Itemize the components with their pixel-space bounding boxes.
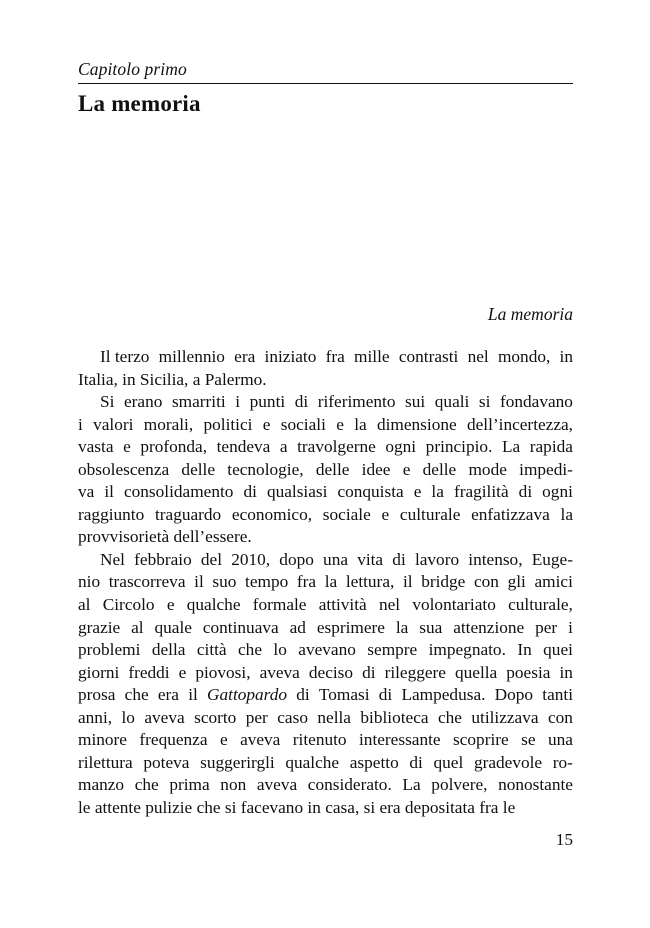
text-word: casa, — [325, 797, 360, 817]
text-word: la — [395, 617, 409, 637]
text-word: consolidamento — [123, 482, 234, 502]
text-word: le — [502, 797, 516, 817]
text-line — [78, 459, 573, 482]
text-word: e — [219, 730, 228, 750]
text-word: interessante — [359, 730, 441, 750]
text-word: febbraio — [134, 549, 192, 569]
text-word: fragilità — [453, 482, 509, 502]
text-word: raggiunto — [78, 504, 145, 524]
text-word: qualche — [186, 595, 241, 615]
text-word: ro- — [552, 752, 573, 772]
text-word: per — [535, 617, 558, 637]
text-word: con — [547, 707, 573, 727]
text-word: nonostante — [498, 775, 573, 795]
text-line — [78, 797, 573, 820]
text-word: lo — [121, 707, 135, 727]
text-word: polvere, — [431, 775, 488, 795]
text-word: delle — [315, 459, 350, 479]
text-line — [78, 504, 573, 527]
text-line — [78, 414, 573, 437]
text-word: rilettura — [78, 752, 133, 772]
text-word: pulizie — [145, 797, 193, 817]
text-word: poesia — [506, 662, 551, 682]
text-word: di — [243, 482, 257, 502]
text-word: quale — [154, 617, 192, 637]
text-word: provvisorietà dell’essere. — [78, 527, 252, 547]
text-word: minore — [78, 730, 127, 750]
text-word: culturale — [399, 504, 461, 524]
text-word: tendeva — [216, 437, 271, 457]
text-word: Euge- — [531, 549, 573, 569]
text-word: e — [123, 437, 131, 457]
text-word: e — [178, 662, 187, 682]
text-word: una — [547, 730, 573, 750]
text-word: problemi — [78, 640, 141, 660]
text-word: volontariato — [412, 595, 496, 615]
text-line — [78, 571, 573, 594]
text-word: politici — [203, 414, 253, 434]
text-word: avevano — [298, 640, 356, 660]
text-word: iniziato — [264, 347, 317, 366]
text-word: Italia, in Sicilia, a Palermo. — [78, 369, 267, 389]
text-word: fra — [479, 797, 499, 817]
chapter-header — [78, 58, 573, 119]
text-word: nella — [317, 707, 351, 727]
text-word: delle — [422, 459, 457, 479]
text-word: prosa — [78, 685, 116, 705]
text-word: la — [560, 504, 573, 524]
text-word: bridge — [421, 572, 466, 592]
text-line — [78, 639, 573, 662]
text-word: principio. — [425, 437, 493, 457]
text-word: poteva — [143, 752, 190, 772]
text-word: esprimere — [316, 617, 385, 637]
italic-title: Gattopardo — [207, 685, 288, 705]
text-word: profonda, — [140, 437, 208, 457]
text-line — [78, 662, 573, 685]
text-word: con — [474, 572, 499, 592]
text-word: sociali — [280, 414, 326, 434]
text-word: che — [238, 640, 262, 660]
text-word: ogni — [542, 482, 573, 502]
text-line — [78, 526, 573, 549]
paragraph — [78, 391, 573, 549]
text-word: Tomasi — [318, 685, 370, 705]
chapter-label: Capitolo primo — [78, 59, 187, 79]
text-word: vita — [357, 549, 384, 569]
text-word: prima — [169, 775, 210, 795]
text-word: attente — [94, 797, 141, 817]
text-word: in — [559, 662, 573, 682]
text-line — [78, 391, 573, 414]
text-word: di — [409, 752, 423, 772]
text-word: In — [517, 640, 532, 660]
text-word: aveva — [240, 730, 281, 750]
text-word: ritenuto — [292, 730, 347, 750]
text-word: suo — [212, 572, 237, 592]
text-line — [78, 346, 573, 369]
text-line — [78, 707, 573, 730]
text-word: dell’incertezza, — [466, 414, 573, 434]
text-word: per — [245, 707, 268, 727]
text-word: attenzione — [453, 617, 525, 637]
text-word: di — [518, 482, 533, 502]
text-word: che — [196, 797, 221, 817]
text-word: sociale — [322, 504, 371, 524]
text-word: e — [262, 414, 271, 434]
text-line — [78, 684, 573, 707]
text-word: scorto — [194, 707, 237, 727]
text-word: si — [363, 797, 376, 817]
text-word: freddi — [128, 662, 170, 682]
text-line — [78, 481, 573, 504]
text-word: a — [279, 437, 288, 457]
text-word: i — [78, 414, 83, 434]
text-word: qualche — [285, 752, 340, 772]
text-word: Si — [100, 392, 115, 412]
text-word — [207, 684, 287, 707]
text-word: il — [188, 685, 198, 705]
text-word: la — [431, 482, 444, 502]
text-line — [78, 594, 573, 617]
text-word: tempo — [245, 572, 289, 592]
text-word: riferimento — [317, 392, 396, 412]
text-word: gli — [507, 572, 526, 592]
text-word: formale — [252, 595, 307, 615]
text-word: il — [194, 572, 204, 592]
text-word: fra — [325, 347, 345, 366]
text-word: non — [220, 775, 247, 795]
section-subhead: La memoria — [487, 304, 573, 324]
text-word: ogni — [385, 437, 417, 457]
chapter-title: La memoria — [78, 91, 201, 116]
text-word: giorni — [78, 662, 120, 682]
text-word: quei — [543, 640, 573, 660]
text-word: si — [224, 797, 237, 817]
text-word: fra — [296, 572, 317, 592]
text-word: le — [78, 797, 91, 817]
text-word: di — [294, 392, 309, 412]
text-word: impegnato. — [428, 640, 506, 660]
text-word: ad — [289, 617, 306, 637]
text-line — [78, 369, 573, 392]
text-word: quella — [455, 662, 498, 682]
text-word: culturale, — [508, 595, 573, 615]
text-word: erano — [123, 392, 163, 412]
text-word: 2010, — [231, 549, 271, 569]
text-word: di — [362, 662, 376, 682]
text-word: in — [307, 797, 321, 817]
text-word: e — [413, 482, 422, 502]
text-word: economico, — [231, 504, 313, 524]
page-number: 15 — [555, 830, 573, 849]
text-word: in — [559, 347, 573, 366]
text-word: punti — [249, 392, 286, 412]
text-line — [78, 729, 573, 752]
text-word: anni, — [78, 707, 113, 727]
text-word: al — [78, 595, 91, 615]
text-word: millennio — [158, 347, 225, 366]
text-word: di — [378, 685, 393, 705]
text-word: aspetto — [349, 752, 399, 772]
text-word: considerato. — [307, 775, 392, 795]
text-line — [78, 752, 573, 775]
text-word: travolgerne — [297, 437, 376, 457]
text-word: mille — [354, 347, 390, 366]
text-word: La — [501, 437, 521, 457]
text-line — [78, 549, 573, 572]
text-word: aveva — [144, 707, 185, 727]
text-word: nio — [78, 572, 101, 592]
text-word: e — [336, 414, 344, 434]
text-word: obsolescenza — [78, 459, 170, 479]
text-word: lo — [273, 640, 287, 660]
text-word: la — [324, 572, 338, 592]
text-word: utilizzava — [471, 707, 539, 727]
text-word: fondavano — [500, 392, 573, 412]
text-word: se — [521, 730, 536, 750]
text-word: sua — [419, 617, 443, 637]
text-word: enfatizzava — [471, 504, 550, 524]
text-word: rapida — [529, 437, 573, 457]
text-word: attività — [318, 595, 367, 615]
text-word: scoprire — [453, 730, 509, 750]
text-word: sui — [405, 392, 426, 412]
text-word: del — [200, 549, 223, 569]
text-word: che — [437, 707, 462, 727]
text-word: vasta — [78, 437, 114, 457]
text-word: conquista — [337, 482, 404, 502]
text-word: della — [151, 640, 186, 660]
text-word: Dopo — [494, 685, 534, 705]
text-word: che — [134, 775, 159, 795]
paragraph — [78, 346, 573, 391]
text-word: i — [568, 617, 573, 637]
text-word: manzo — [78, 775, 125, 795]
text-word: facevano — [240, 797, 304, 817]
text-word: aveva — [256, 775, 298, 795]
text-word: città — [196, 640, 227, 660]
text-word: tanti — [542, 685, 573, 705]
text-word: e — [166, 595, 175, 615]
text-word: dopo — [279, 549, 314, 569]
text-line — [78, 774, 573, 797]
text-word: era — [234, 347, 256, 366]
text-word: valori — [93, 414, 134, 434]
text-word: nel — [467, 347, 489, 366]
text-word: lettura, — [345, 572, 395, 592]
text-word: era — [157, 685, 179, 705]
text-word: tecnologie, — [227, 459, 304, 479]
text-word: grazie — [78, 617, 121, 637]
text-word: Nel — [100, 549, 125, 569]
header-divider-rule — [78, 83, 573, 84]
text-line — [78, 617, 573, 640]
text-word: delle — [181, 459, 216, 479]
text-word: Il terzo — [100, 347, 150, 366]
text-word: si — [478, 392, 491, 412]
text-word: La — [402, 775, 421, 795]
text-word: trascorreva — [108, 572, 186, 592]
text-word: intenso, — [468, 549, 523, 569]
text-word: continuava — [202, 617, 279, 637]
text-word: depositata — [404, 797, 475, 817]
text-word: il — [402, 572, 413, 592]
text-word: biblioteca — [360, 707, 429, 727]
text-word: qualsiasi — [266, 482, 328, 502]
text-word: il — [104, 482, 114, 502]
text-word: va — [78, 482, 95, 502]
text-word: quali — [434, 392, 470, 412]
text-word: al — [131, 617, 144, 637]
text-word: Lampedusa. — [401, 685, 486, 705]
text-word: mode — [468, 459, 507, 479]
text-word: caso — [277, 707, 308, 727]
text-word: aveva — [259, 662, 300, 682]
text-word: mondo, — [497, 347, 551, 366]
text-word: era — [379, 797, 401, 817]
text-word: dimensione — [376, 414, 457, 434]
text-word: contrasti — [398, 347, 459, 366]
text-word: frequenza — [139, 730, 208, 750]
text-word: Circolo — [102, 595, 155, 615]
paragraph — [78, 549, 573, 820]
text-word: suggerirgli — [200, 752, 275, 772]
text-word: rileggere — [384, 662, 446, 682]
text-word: impedi- — [519, 459, 573, 479]
text-word: che — [124, 685, 149, 705]
text-word: gradevole — [473, 752, 543, 772]
text-word: amici — [534, 572, 573, 592]
text-word: smarriti — [171, 392, 226, 412]
text-word: e — [381, 504, 390, 524]
text-word: nel — [378, 595, 401, 615]
text-word: morali, — [143, 414, 194, 434]
text-word: sempre — [367, 640, 418, 660]
text-word: e — [402, 459, 411, 479]
text-word: deciso — [308, 662, 354, 682]
text-word: i — [235, 392, 241, 412]
text-word: di — [296, 685, 310, 705]
text-line — [78, 436, 573, 459]
text-word: di — [392, 549, 406, 569]
text-word: lavoro — [414, 549, 460, 569]
text-word: idee — [361, 459, 391, 479]
body-text-block — [78, 346, 573, 819]
text-word: traguardo — [154, 504, 222, 524]
text-word: quel — [433, 752, 464, 772]
text-word: una — [323, 549, 348, 569]
text-word: la — [354, 414, 367, 434]
text-word: piovosi, — [195, 662, 251, 682]
